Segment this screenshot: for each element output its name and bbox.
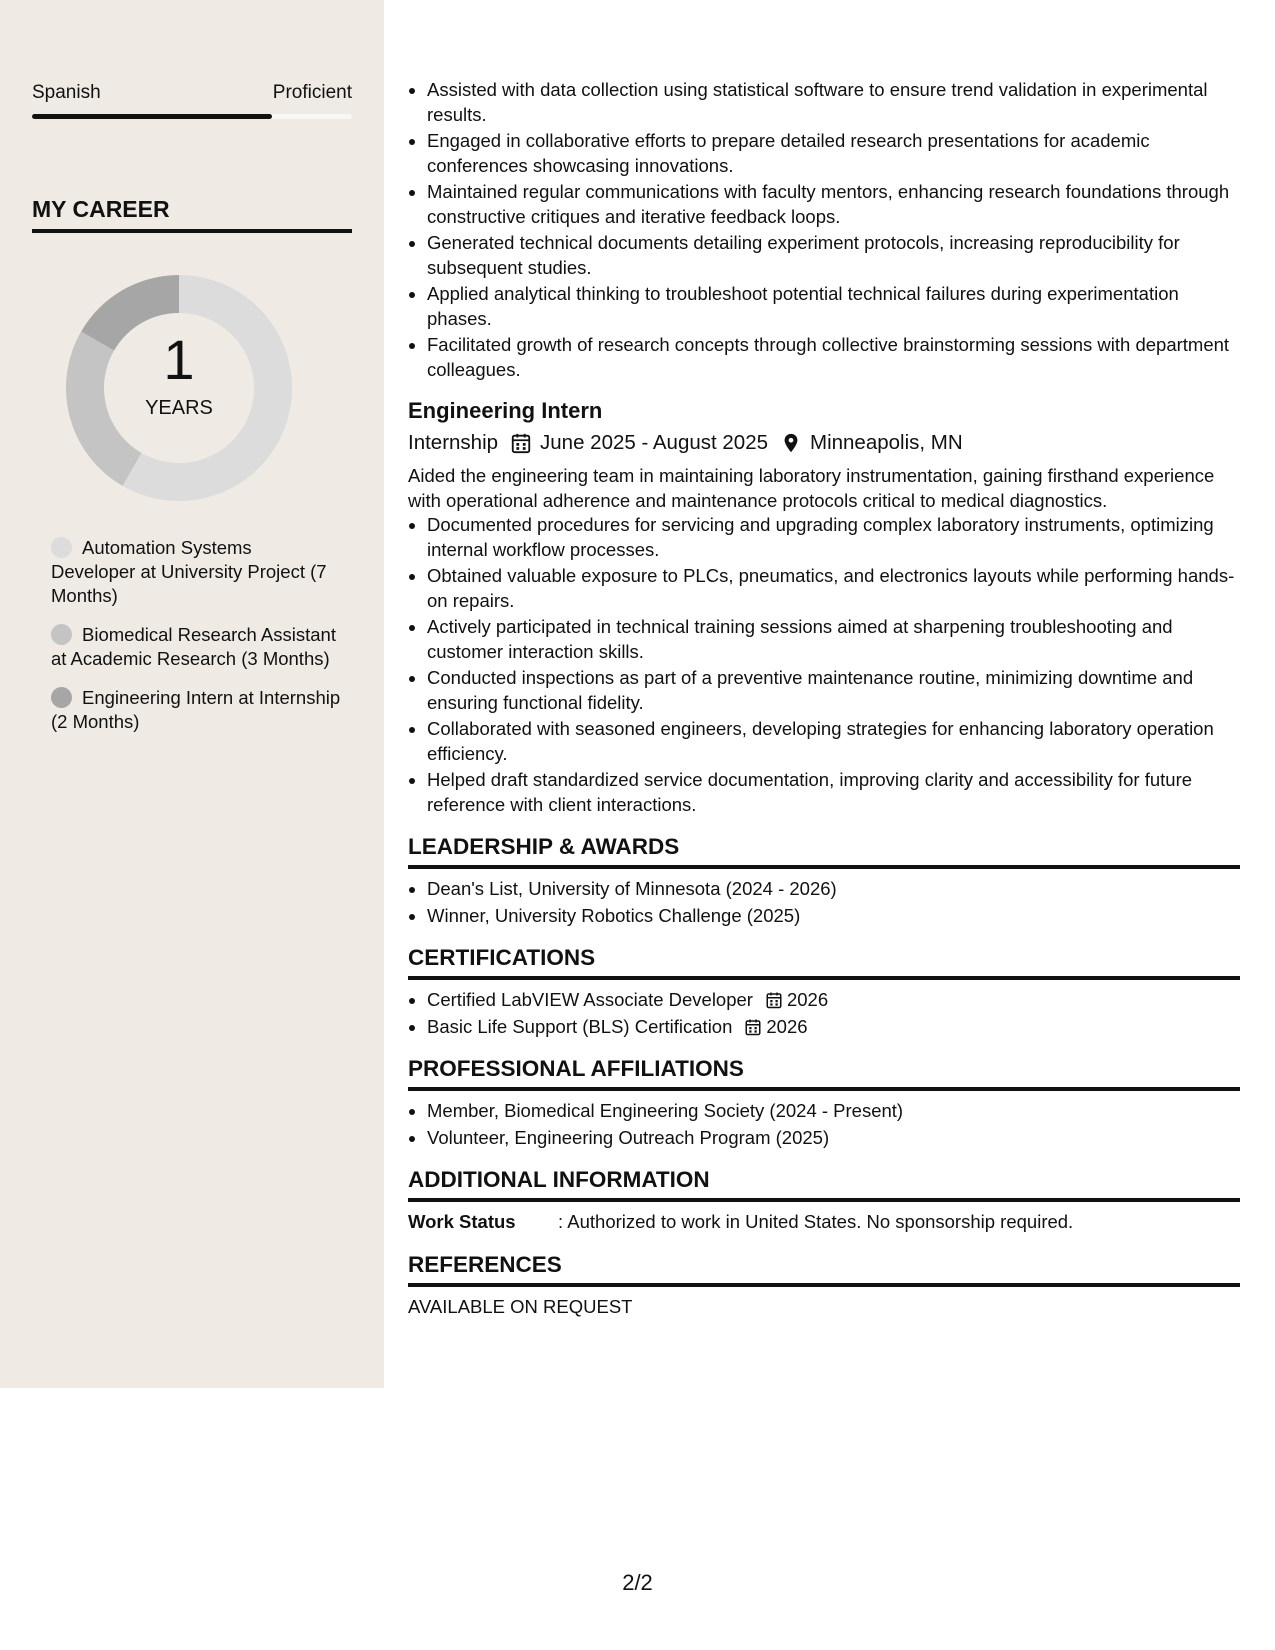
donut-number: 1 — [163, 328, 195, 391]
job-description: Aided the engineering team in maintaining laboratory instrumentation, gaining firsthand experience with operational adherence and maintenance protocols critical to medical diagnostics. — [408, 465, 1215, 511]
certifications-heading: CERTIFICATIONS — [408, 944, 1240, 980]
previous-job-bullet: • Generated technical documents detailing experiment protocols, increasing reproducibility for subsequent studies. — [427, 231, 1240, 280]
job-dates: June 2025 - August 2025 — [540, 431, 768, 454]
job-bullet: • Conducted inspections as part of a preventive maintenance routine, minimizing downtime and ensuring functional fidelity. — [427, 666, 1240, 715]
certification-name: Certified LabVIEW Associate Developer — [427, 989, 753, 1010]
donut-segment — [66, 332, 142, 486]
legend-swatch — [51, 537, 72, 558]
page-number: 2/2 — [622, 1570, 653, 1595]
language-proficiency-fill — [32, 114, 272, 119]
certification-item — [427, 1015, 1240, 1040]
job-bullet: • Collaborated with seasoned engineers, developing strategies for enhancing laboratory operation efficiency. — [427, 717, 1240, 766]
job-bullets — [408, 513, 1240, 817]
language-level: Proficient — [272, 82, 352, 103]
additional-info-heading: ADDITIONAL INFORMATION — [408, 1166, 1240, 1202]
job-title: Engineering Intern — [408, 398, 603, 423]
references-text: AVAILABLE ON REQUEST — [408, 1295, 633, 1317]
leadership-list — [408, 877, 1240, 928]
main-content — [408, 78, 1240, 1319]
career-donut-chart — [66, 275, 292, 501]
donut-unit: YEARS — [145, 397, 213, 419]
legend-label: Automation Systems Developer at University Project (7 Months) — [51, 537, 327, 606]
affiliation-item: • Member, Biomedical Engineering Society (2024 - Present) — [427, 1099, 1240, 1124]
certifications-list — [408, 988, 1240, 1039]
career-legend-item — [51, 686, 341, 734]
affiliation-item: • Volunteer, Engineering Outreach Program (2025) — [427, 1126, 1240, 1151]
job-location: Minneapolis, MN — [810, 431, 963, 454]
leadership-item: • Winner, University Robotics Challenge (2025) — [427, 904, 1240, 929]
legend-swatch — [51, 624, 72, 645]
legend-label: Biomedical Research Assistant at Academic Research (3 Months) — [51, 624, 336, 669]
previous-job-bullet: • Maintained regular communications with faculty mentors, enhancing research foundations through constructive critiques and iterative feedback loops. — [427, 180, 1240, 229]
location-pin-icon — [780, 432, 802, 454]
job-bullet: • Helped draft standardized service documentation, improving clarity and accessibility for future reference with client interactions. — [427, 768, 1240, 817]
leadership-item: • Dean's List, University of Minnesota (2024 - 2026) — [427, 877, 1240, 902]
calendar-icon — [510, 432, 532, 454]
previous-job-bullet: • Facilitated growth of research concepts through collective brainstorming sessions with department colleagues. — [427, 333, 1240, 382]
previous-job-bullet: • Assisted with data collection using statistical software to ensure trend validation in experimental results. — [427, 78, 1240, 127]
certification-year: 2026 — [786, 989, 829, 1010]
language-name: Spanish — [32, 82, 101, 103]
legend-swatch — [51, 687, 72, 708]
language-proficiency-bar — [32, 114, 352, 119]
career-legend — [51, 536, 341, 749]
previous-job-bullet: • Applied analytical thinking to troubleshoot potential technical failures during experimentation phases. — [427, 282, 1240, 331]
job-company: Internship — [408, 431, 499, 454]
previous-job-bullet: • Engaged in collaborative efforts to prepare detailed research presentations for academic conferences showcasing innovations. — [427, 129, 1240, 178]
career-heading: MY CAREER — [32, 196, 352, 233]
references-heading: REFERENCES — [408, 1251, 1240, 1287]
job-meta — [408, 428, 1240, 458]
work-status-row — [408, 1210, 1240, 1235]
legend-label: Engineering Intern at Internship (2 Months) — [51, 687, 341, 732]
career-legend-item — [51, 536, 341, 608]
affiliations-heading: PROFESSIONAL AFFILIATIONS — [408, 1055, 1240, 1091]
certification-year: 2026 — [766, 1015, 808, 1037]
job-bullet: • Documented procedures for servicing and upgrading complex laboratory instruments, optimizing internal workflow processes. — [427, 513, 1240, 562]
leadership-heading: LEADERSHIP & AWARDS — [408, 833, 1240, 869]
calendar-icon — [744, 1018, 762, 1036]
calendar-icon — [765, 991, 783, 1009]
affiliations-list — [408, 1099, 1240, 1150]
job-bullet: • Actively participated in technical training sessions aimed at sharpening troubleshooting and customer interaction skills. — [427, 615, 1240, 664]
job-bullet: • Obtained valuable exposure to PLCs, pneumatics, and electronics layouts while performing hands-on repairs. — [427, 564, 1240, 613]
sidebar — [0, 0, 384, 1388]
work-status-label: Work Status — [408, 1211, 516, 1232]
career-legend-item — [51, 623, 341, 671]
certification-item — [427, 988, 1240, 1013]
certification-name: Basic Life Support (BLS) Certification — [427, 1015, 733, 1037]
previous-job-bullets — [408, 78, 1240, 382]
work-status-value: : Authorized to work in United States. No sponsorship required. — [558, 1211, 1074, 1232]
